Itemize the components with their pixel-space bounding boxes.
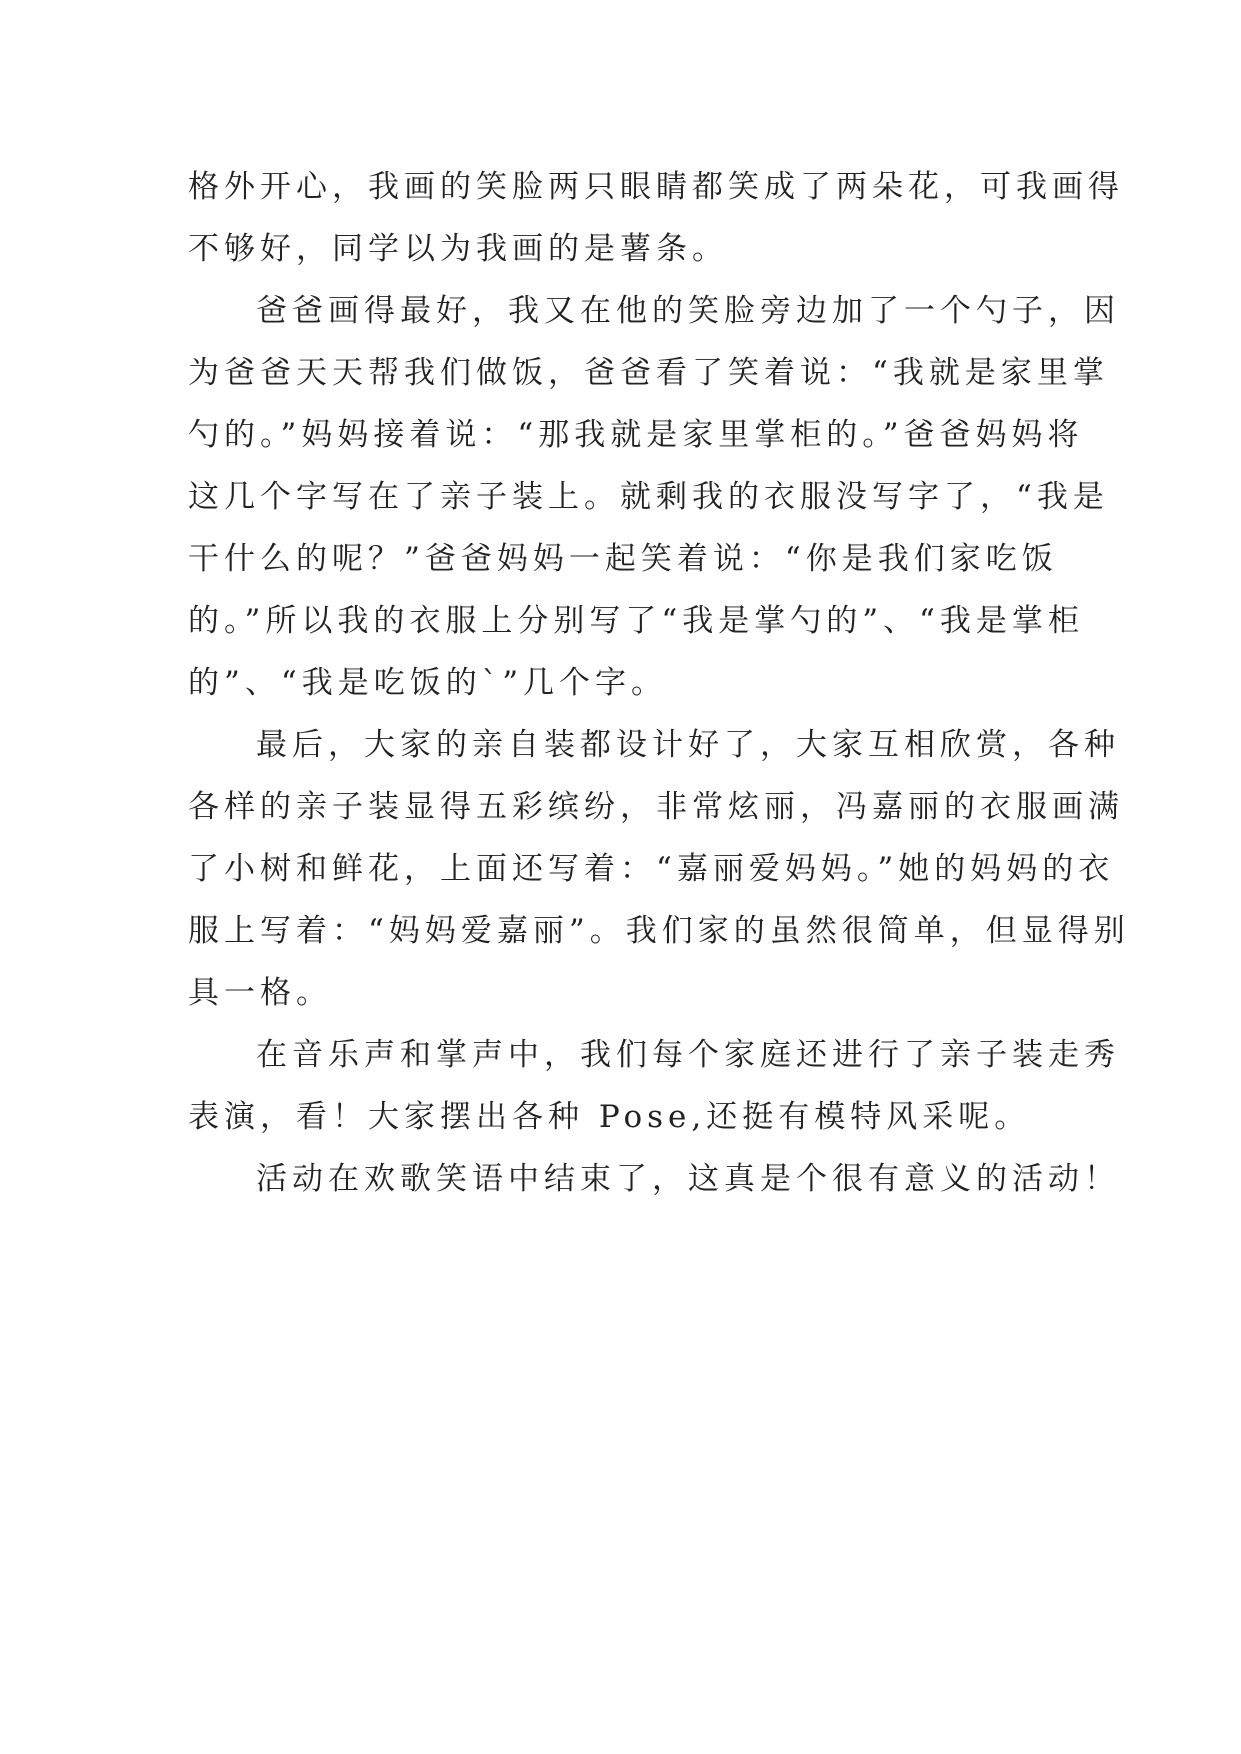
paragraph-start-line: 在音乐声和掌声中，我们每个家庭还进行了亲子装走秀 [256,1037,1120,1073]
document-body [188,156,1130,1210]
text-line: 勺的。”妈妈接着说：“那我就是家里掌柜的。”爸爸妈妈将 [188,417,1084,453]
text-line: 服上写着：“妈妈爱嘉丽”。我们家的虽然很简单，但显得别 [188,913,1130,949]
paragraph-start-line: 活动在欢歌笑语中结束了，这真是个很有意义的活动！ [256,1161,1120,1197]
text-line: 不够好，同学以为我画的是薯条。 [188,231,728,267]
text-line: 的。”所以我的衣服上分别写了“我是掌勺的”、“我是掌柜 [188,603,1084,639]
text-line: 干什么的呢？”爸爸妈妈一起笑着说：“你是我们家吃饭 [188,541,1058,577]
text-line: 格外开心，我画的笑脸两只眼睛都笑成了两朵花，可我画得 [188,169,1124,205]
paragraph-start-line: 最后，大家的亲自装都设计好了，大家互相欣赏，各种 [256,727,1120,763]
text-line: 了小树和鲜花，上面还写着：“嘉丽爱妈妈。”她的妈妈的衣 [188,851,1115,887]
text-line: 的”、“我是吃饭的`”几个字。 [188,665,668,701]
text-line: 这几个字写在了亲子装上。就剩我的衣服没写字了，“我是 [188,479,1109,515]
text-line: 为爸爸天天帮我们做饭，爸爸看了笑着说：“我就是家里掌 [188,355,1109,391]
paragraph-start-line: 爸爸画得最好，我又在他的笑脸旁边加了一个勺子，因 [256,293,1120,329]
text-line: 具一格。 [188,975,332,1011]
text-line: 表演，看！大家摆出各种 Pose,还挺有模特风采呢。 [188,1099,1031,1135]
text-line: 各样的亲子装显得五彩缤纷，非常炫丽，冯嘉丽的衣服画满 [188,789,1124,825]
